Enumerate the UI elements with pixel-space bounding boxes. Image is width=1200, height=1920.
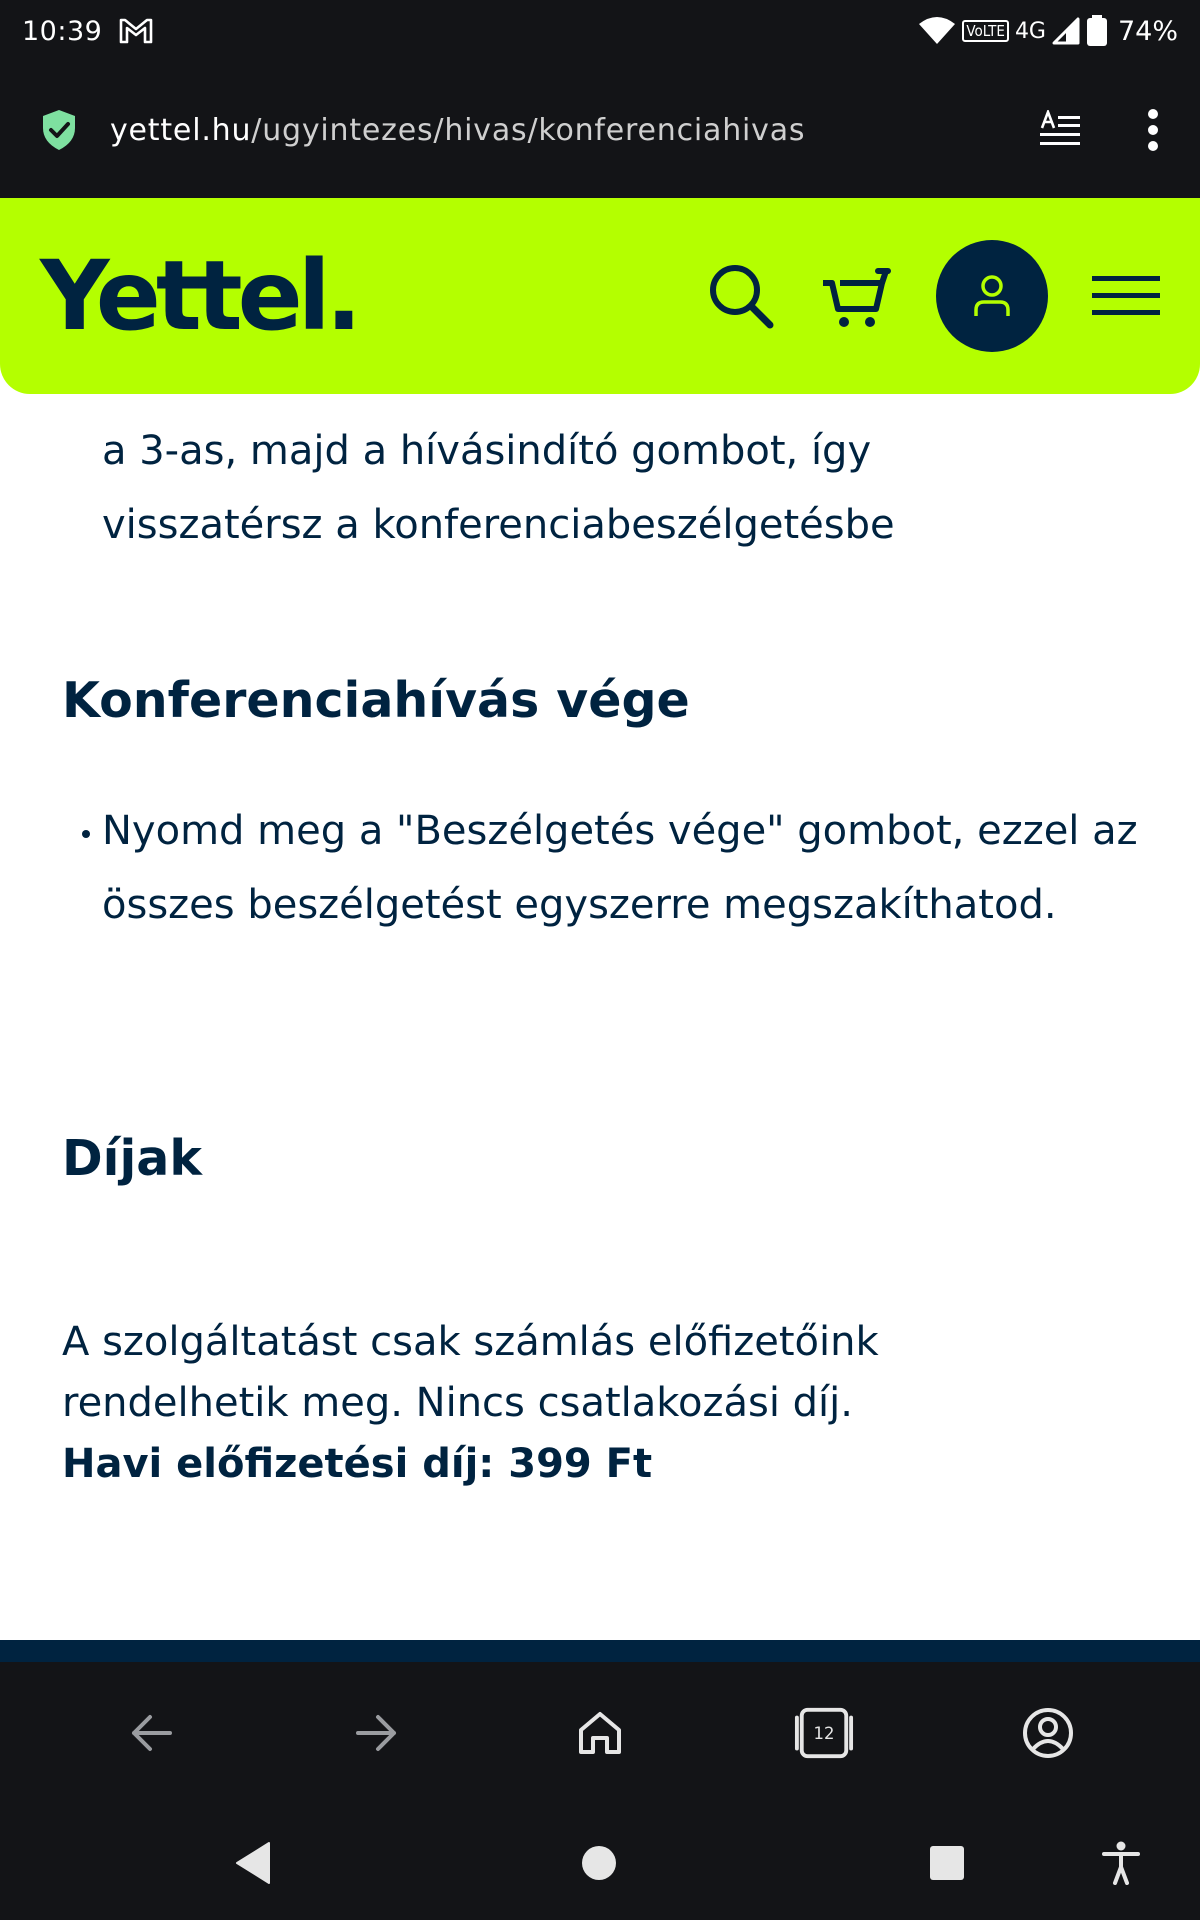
account-button[interactable] (936, 240, 1048, 352)
url-host: yettel.hu (110, 112, 252, 148)
system-navigation-bar (0, 1804, 1200, 1920)
tab-count: 12 (813, 1723, 835, 1743)
network-type: 4G (1014, 18, 1046, 44)
square-recents-icon (927, 1843, 967, 1883)
signal-icon (1052, 17, 1080, 45)
status-indicators (918, 15, 1178, 47)
back-button[interactable] (122, 1703, 182, 1763)
tabs-button[interactable] (794, 1703, 854, 1763)
page-content (0, 394, 1200, 1640)
battery-percent: 74% (1117, 15, 1178, 47)
shield-check-icon[interactable] (40, 108, 78, 152)
browser-toolbar (0, 1662, 1200, 1804)
site-header (0, 198, 1200, 394)
accessibility-button[interactable] (1096, 1838, 1146, 1888)
header-actions (706, 240, 1160, 352)
continuation-line-1: a 3-as, majd a hívásindító gombot, így (102, 428, 872, 474)
url-path: /ugyintezes/hivas/konferenciahivas (251, 112, 806, 148)
previous-bullet-continuation (102, 414, 1142, 562)
browser-url-bar[interactable] (0, 62, 1200, 198)
gmail-icon (118, 16, 154, 46)
system-back-button[interactable] (228, 1838, 278, 1888)
arrow-right-icon (354, 1713, 398, 1753)
profile-button[interactable] (1018, 1703, 1078, 1763)
volte-badge: VoLTE (962, 20, 1009, 42)
home-icon (577, 1710, 623, 1756)
search-icon[interactable] (706, 261, 776, 331)
status-bar (0, 0, 1200, 62)
fees-line-1: A szolgáltatást csak számlás előfizetőink (62, 1319, 879, 1365)
system-recents-button[interactable] (922, 1838, 972, 1888)
arrow-left-icon (130, 1713, 174, 1753)
accessibility-icon (1101, 1841, 1141, 1885)
user-icon (970, 272, 1014, 320)
list-item: Nyomd meg a "Beszélgetés vége" gombot, ezzel az összes beszélgetést egyszerre megszakíthatod. (62, 794, 1142, 942)
home-button[interactable] (570, 1703, 630, 1763)
forward-button[interactable] (346, 1703, 406, 1763)
footer-strip (0, 1640, 1200, 1662)
status-time: 10:39 (22, 15, 103, 47)
monthly-fee: Havi előfizetési díj: 399 Ft (62, 1441, 653, 1487)
system-home-button[interactable] (574, 1838, 624, 1888)
end-bullet-list (62, 794, 1142, 942)
battery-icon (1086, 15, 1108, 47)
account-circle-icon (1022, 1707, 1074, 1759)
cart-icon[interactable] (820, 261, 892, 331)
wifi-icon (918, 16, 956, 46)
fees-line-2: rendelhetik meg. Nincs csatlakozási díj. (62, 1380, 853, 1426)
tabs-icon (794, 1707, 854, 1759)
triangle-back-icon (233, 1841, 273, 1885)
fees-text (62, 1312, 1162, 1495)
section-title-fees: Díjak (62, 1130, 202, 1187)
yettel-logo[interactable]: Yettel. (40, 240, 358, 352)
hamburger-menu-icon[interactable] (1092, 274, 1160, 318)
section-title-end: Konferenciahívás vége (62, 672, 690, 729)
url-text[interactable] (110, 113, 805, 148)
circle-home-icon (579, 1843, 619, 1883)
continuation-line-2: visszatérsz a konferenciabeszélgetésbe (102, 502, 895, 548)
text-size-icon[interactable] (1038, 110, 1082, 150)
more-vertical-icon[interactable] (1146, 108, 1160, 152)
